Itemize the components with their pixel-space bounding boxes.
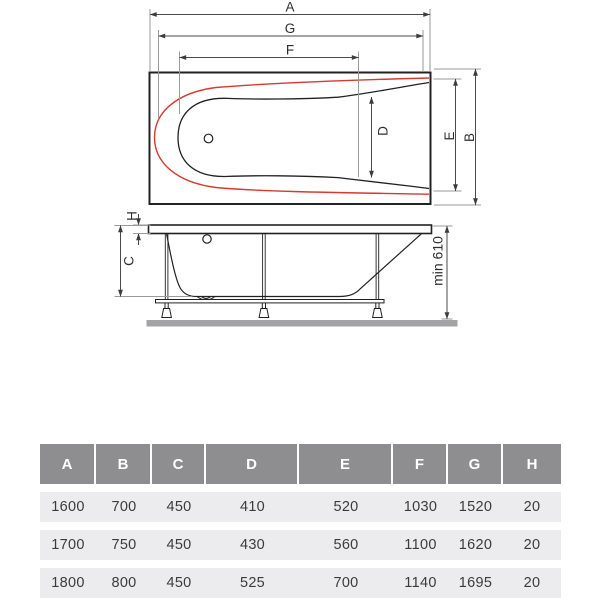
- dimensions-table: [40, 444, 561, 598]
- value-cell: 1030: [403, 499, 438, 515]
- dimension-label-min-height: min 610: [429, 236, 446, 286]
- table-row: [40, 568, 561, 598]
- overflow-icon: [203, 235, 211, 243]
- value-cell: 1695: [458, 575, 493, 591]
- tub-outer-rim: [150, 73, 431, 205]
- frame-posts: [165, 234, 378, 300]
- value-cell: 560: [333, 537, 359, 553]
- header-cell-b: B: [96, 444, 152, 484]
- table-row: [40, 492, 561, 522]
- dimension-label-e: E: [442, 131, 457, 141]
- dimension-label-a: A: [285, 0, 295, 15]
- value-cell: 520: [333, 499, 359, 515]
- value-cell: 450: [166, 575, 192, 591]
- value-cell: 1600: [51, 499, 85, 515]
- value-cell: 800: [111, 575, 137, 591]
- value-cell: 20: [523, 575, 541, 591]
- header-cell-h: H: [503, 444, 561, 484]
- value-cell: 450: [166, 537, 192, 553]
- value-cell: 410: [239, 499, 266, 515]
- dimension-label-b: B: [462, 132, 477, 143]
- bathtub-top-view: [150, 0, 482, 205]
- table-header-row: [40, 444, 561, 484]
- value-cell: 750: [111, 537, 137, 553]
- value-cell: 430: [239, 537, 266, 553]
- value-cell: 450: [166, 499, 192, 515]
- bathtub-side-view: [115, 211, 458, 326]
- dimension-label-g: G: [284, 21, 296, 36]
- value-cell: 1100: [404, 537, 437, 553]
- value-cell: 20: [523, 499, 541, 515]
- dimension-min-height: [430, 226, 453, 319]
- value-cell: 1620: [458, 537, 493, 553]
- dimension-label-c: C: [121, 256, 137, 266]
- value-cell: 20: [523, 537, 541, 553]
- dimension-label-h: H: [124, 211, 140, 221]
- value-cell: 1520: [458, 499, 493, 515]
- header-cell-e: E: [299, 444, 393, 484]
- frame-rail: [156, 300, 385, 303]
- header-cell-g: G: [448, 444, 503, 484]
- value-cell: 700: [111, 499, 137, 515]
- table-row: [40, 530, 561, 560]
- header-cell-a: A: [40, 444, 96, 484]
- value-cell: 525: [239, 575, 266, 591]
- floor: [147, 320, 458, 327]
- value-cell: 1800: [51, 575, 85, 591]
- value-cell: 700: [333, 575, 359, 591]
- dimension-h: [125, 211, 151, 245]
- value-cell: 1700: [51, 537, 85, 553]
- header-cell-d: D: [206, 444, 299, 484]
- dimension-label-d: D: [375, 126, 391, 136]
- tub-deck: [149, 225, 432, 234]
- frame-feet: [162, 303, 382, 318]
- dimension-label-f: F: [285, 42, 295, 58]
- header-cell-f: F: [393, 444, 448, 484]
- value-cell: 1140: [404, 575, 437, 591]
- header-cell-c: C: [152, 444, 206, 484]
